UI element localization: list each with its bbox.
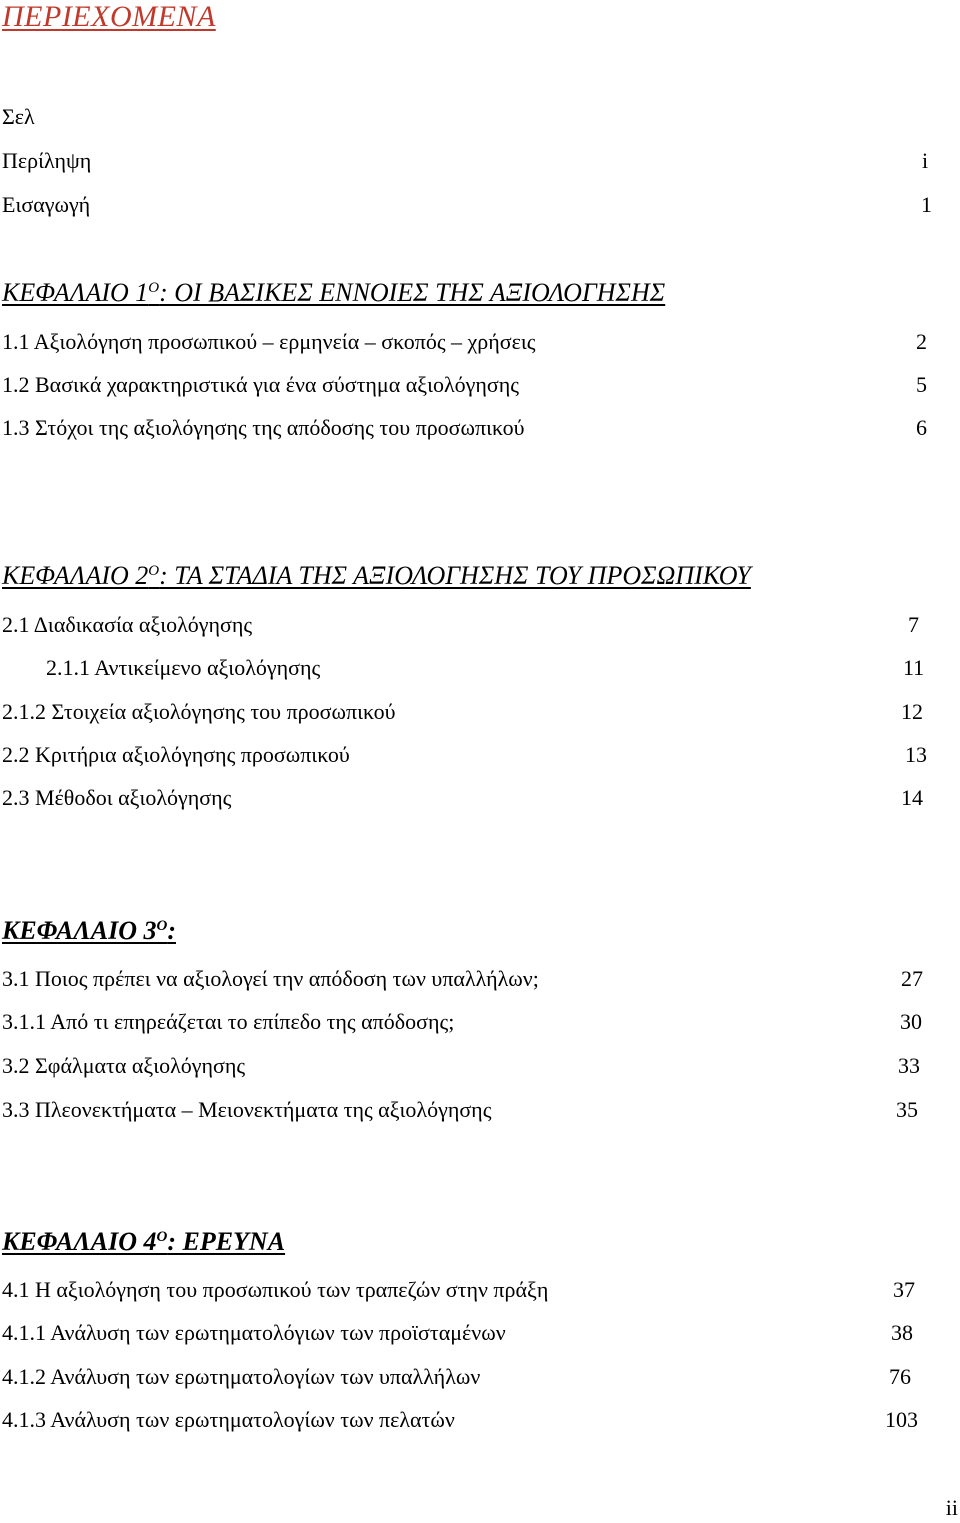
sel-label: Σελ xyxy=(2,104,35,129)
chapter-4-prefix: ΚΕΦΑΛΑΙΟ 4 xyxy=(2,1227,157,1256)
chapter-4-sup: Ο xyxy=(156,1229,168,1245)
toc-entry-page: 6 xyxy=(916,415,927,440)
chapter-1-suffix: : ΟΙ ΒΑΣΙΚΕΣ ΕΝΝΟΙΕΣ ΤΗΣ ΑΞΙΟΛΟΓΗΣΗΣ xyxy=(159,278,666,307)
toc-entry-label: Εισαγωγή xyxy=(2,192,91,217)
toc-entry-page: 1 xyxy=(921,192,932,217)
toc-entry-label: 4.1.1 Ανάλυση των ερωτηματολόγιων των προϊσταμένων xyxy=(2,1320,506,1345)
chapter-3-prefix: ΚΕΦΑΛΑΙΟ 3 xyxy=(2,916,157,945)
toc-entry-label: 2.1.1 Αντικείμενο αξιολόγησης xyxy=(46,655,321,680)
chapter-1-sup: Ο xyxy=(148,280,160,296)
chapter-3-suffix: : xyxy=(167,916,176,945)
toc-entry-page: 5 xyxy=(916,372,927,397)
chapter-2-sup: Ο xyxy=(148,563,160,579)
toc-entry-label: 1.3 Στόχοι της αξιολόγησης της απόδοσης του προσωπικού xyxy=(2,415,525,440)
toc-entry-label: 1.1 Αξιολόγηση προσωπικού – ερμηνεία – σκοπός – χρήσεις xyxy=(2,329,536,354)
toc-entry-label: Περίληψη xyxy=(2,148,92,173)
toc-entry-page: 30 xyxy=(900,1009,922,1034)
chapter-3-sup: Ο xyxy=(156,918,168,934)
toc-entry-label: 2.2 Κριτήρια αξιολόγησης προσωπικού xyxy=(2,742,350,767)
toc-entry-page: 14 xyxy=(901,785,923,810)
toc-entry-page: 35 xyxy=(896,1097,918,1122)
toc-entry-label: 4.1 Η αξιολόγηση του προσωπικού των τραπεζών στην πράξη xyxy=(2,1277,549,1302)
toc-entry-label: 4.1.3 Ανάλυση των ερωτηματολογίων των πελατών xyxy=(2,1407,455,1432)
toc-entry-page: 2 xyxy=(916,329,927,354)
toc-entry-label: 2.3 Μέθοδοι αξιολόγησης xyxy=(2,785,232,810)
chapter-2-prefix: ΚΕΦΑΛΑΙΟ 2 xyxy=(2,561,149,590)
toc-entry-label: 3.3 Πλεονεκτήματα – Μειονεκτήματα της αξιολόγησης xyxy=(2,1097,492,1122)
toc-entry-page: i xyxy=(922,148,929,173)
toc-entry-label: 2.1 Διαδικασία αξιολόγησης xyxy=(2,612,253,637)
toc-entry-label: 3.1 Ποιος πρέπει να αξιολογεί την απόδοση των υπαλλήλων; xyxy=(2,966,539,991)
chapter-2-suffix: : ΤΑ ΣΤΑΔΙΑ ΤΗΣ ΑΞΙΟΛΟΓΗΣΗΣ ΤΟΥ ΠΡΟΣΩΠΙΚΟΥ xyxy=(159,561,751,590)
toc-entry-page: 13 xyxy=(905,742,927,767)
toc-entry-label: 4.1.2 Ανάλυση των ερωτηματολογίων των υπαλλήλων xyxy=(2,1364,481,1389)
page-number: ii xyxy=(945,1495,958,1520)
chapter-2-heading[interactable] xyxy=(2,558,751,594)
page-title: ΠΕΡΙΕΧΟΜΕΝΑ xyxy=(2,0,216,33)
toc-entry-page: 38 xyxy=(891,1320,913,1345)
chapter-1-heading[interactable] xyxy=(2,275,665,311)
toc-entry-page: 7 xyxy=(908,612,919,637)
chapter-1-prefix: ΚΕΦΑΛΑΙΟ 1 xyxy=(2,278,149,307)
toc-entry-page: 37 xyxy=(893,1277,915,1302)
chapter-4-suffix: : ΕΡΕΥΝΑ xyxy=(167,1227,286,1256)
toc-entry-page: 33 xyxy=(898,1053,920,1078)
toc-entry-page: 103 xyxy=(885,1407,918,1432)
toc-entry-label: 3.1.1 Από τι επηρεάζεται το επίπεδο της απόδοσης; xyxy=(2,1009,455,1034)
toc-entry-page: 27 xyxy=(901,966,923,991)
chapter-4-heading[interactable] xyxy=(2,1224,285,1260)
toc-entry-page: 11 xyxy=(903,655,925,680)
toc-entry-label: 1.2 Βασικά χαρακτηριστικά για ένα σύστημα αξιολόγησης xyxy=(2,372,519,397)
toc-entry-page: 12 xyxy=(901,699,923,724)
toc-entry-label: 3.2 Σφάλματα αξιολόγησης xyxy=(2,1053,246,1078)
chapter-3-heading[interactable] xyxy=(2,913,176,949)
toc-entry-label: 2.1.2 Στοιχεία αξιολόγησης του προσωπικού xyxy=(2,699,396,724)
toc-entry-page: 76 xyxy=(889,1364,911,1389)
